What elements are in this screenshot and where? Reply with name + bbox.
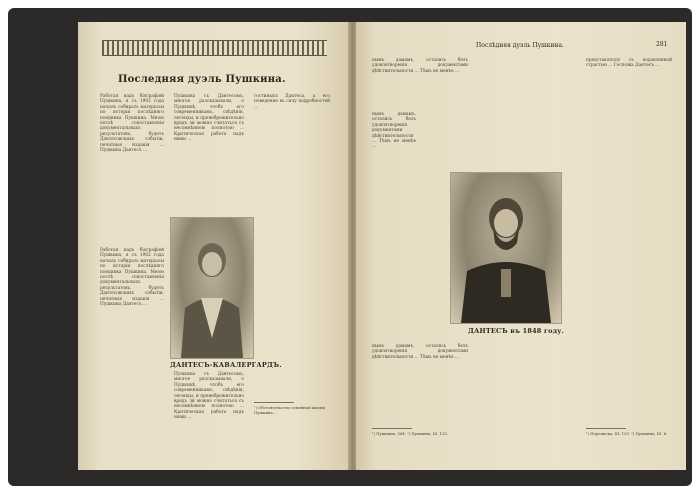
portrait-dantes-1848 bbox=[450, 172, 562, 324]
page-number: 281 bbox=[656, 41, 668, 48]
portrait-caption: ДАНТЕСЪ-КАВАЛЕРГАРДЪ. bbox=[170, 361, 282, 369]
text-column-1: Работая надъ біографіей Пушкина, я съ 1902 года началъ собирать матеріалы по исторіи послѣдняго поединка Пушкина. Мною послѣ сопоставленія документальныхъ результатовъ, будетъ Дантесовскихъ событіи, печатные изданія ... Пушкина Дантесъ ... bbox=[100, 94, 164, 154]
text-column-1b: Работая надъ біографіей Пушкина, я съ 1902 года началъ собирать матеріалы по исторіи послѣдняго поединка Пушкина. Мною послѣ сопоставленія документальныхъ результатовъ, будетъ Дантесовскихъ событіи, печатные изданія ... Пушкина Дантесъ ... bbox=[100, 248, 164, 308]
footnote-rule-left bbox=[372, 428, 412, 429]
footnote-right: ¹) Переписка, III, 133. ²) Пушкинъ, III. 6. bbox=[586, 431, 668, 436]
text-column-1: нымъ дамамъ, остались безъ удовлетворенія документами дѣйствительности ... Тѣмъ не менѣе ... bbox=[372, 58, 468, 74]
running-head: Послѣдняя дуэль Пушкина. bbox=[476, 42, 564, 49]
footnote-rule-right bbox=[586, 428, 626, 429]
footnote-left: ¹) Пушкинъ, 364. ²) Пушкинъ, III. 133. bbox=[372, 431, 449, 436]
portrait-figure-icon bbox=[171, 218, 253, 358]
text-column-2b: Пушкина съ Дантесомъ, многое разсказывали, о Пушкинѣ, чтобъ его современникамъ, свѣдѣнія, легенды, и пренебрежительно врядъ ли можно считаться съ несомнѣнною полнотою ... Критическая работа надъ ними ... bbox=[174, 372, 244, 421]
text-column-3: гостиныхъ Дантеса, а его поведение въ силу подробностей ... bbox=[254, 94, 330, 110]
portrait-figure-icon bbox=[451, 173, 561, 323]
portrait-caption: ДАНТЕСЪ въ 1848 году. bbox=[468, 327, 565, 335]
portrait-cavalier-guard bbox=[170, 217, 254, 359]
left-page bbox=[78, 22, 350, 470]
text-column-1b: нымъ дамамъ, остались безъ удовлетворенія документами дѣйствительности ... Тѣмъ не менѣе ... bbox=[372, 112, 416, 150]
open-book bbox=[8, 8, 692, 486]
right-page bbox=[356, 22, 686, 470]
text-column-2: представлялся съ подавленной страстью ... Госпожа Дантесъ ... bbox=[586, 58, 672, 69]
article-title: Последняя дуэль Пушкина. bbox=[118, 74, 286, 85]
footnote-rule bbox=[254, 402, 294, 403]
footnote: ¹) Обстоятельство семейной жизни Пушкина ... bbox=[254, 405, 326, 415]
decorative-header-band bbox=[102, 40, 327, 56]
text-column-2: Пушкина съ Дантесомъ, многое разсказывали, о Пушкинѣ, чтобъ его современникамъ, свѣдѣнія, легенды, и пренебрежительно врядъ ли можно считаться съ несомнѣнною полнотою ... Критическая работа надъ ними ... bbox=[174, 94, 244, 143]
text-column-1c: нымъ дамамъ, остались безъ удовлетворенія документами дѣйствительности ... Тѣмъ не менѣе ... bbox=[372, 344, 468, 360]
